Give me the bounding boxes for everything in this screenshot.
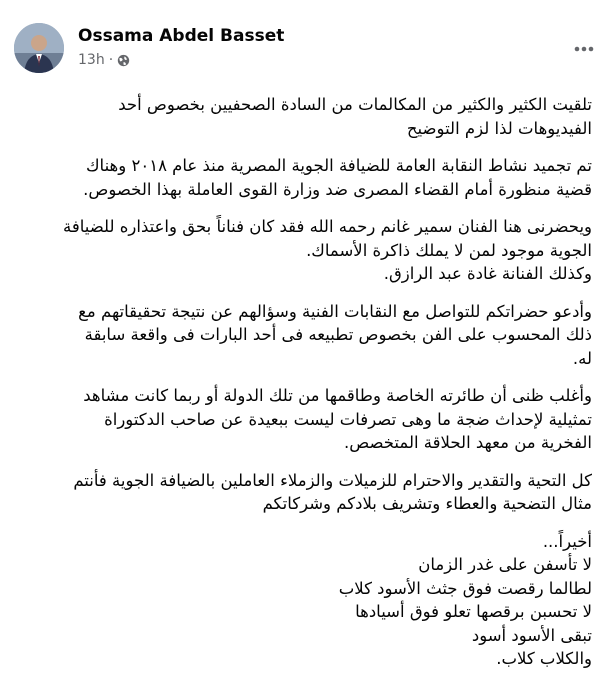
post-paragraph-3: ويحضرنى هنا الفنان سمير غانم رحمه الله فقد كان فناناً بحق واعتذاره للضيافة الجوية موجود لمن لا يملك ذاكرة الأسماك. وكذلك الفنانة غادة عبد الرازق. [62,217,592,283]
post-paragraph-4: وأدعو حضراتكم للتواصل مع النقابات الفنية وسؤالهم عن نتيجة تحقيقاتهم مع ذلك المحسوب على الفن بخصوص تطبيعه فى أحد البارات فى واقعة سابقة له. [78,301,592,368]
post-paragraph-2: تم تجميد نشاط النقابة العامة للضيافة الجوية المصرية منذ عام ٢٠١٨ وهناك قضية منظورة أمام القضاء المصرى ضد وزارة القوى العاملة بهذا الخصوص. [83,156,592,199]
meta-separator: · [108,52,114,68]
post-paragraph-5: وأغلب ظنى أن طائرته الخاصة وطاقمها من تلك الدولة أو ربما كانت مشاهد تمثيلية لإحداث ضجة ما وهى تصرفات ليست ببعيدة عن صاحب الدكتوراة الفخرية من معهد الحلاقة المتخصص. [83,386,592,452]
post-paragraph-1: تلقيت الكثير والكثير من المكالمات من السادة الصحفيين بخصوص أحد الفيديوهات لذا لزم التوضيح [118,95,592,138]
poem-line: والكلاب كلاب. [496,649,592,668]
post-time[interactable]: 13h [78,52,105,68]
post-body [18,93,592,671]
post-meta [78,52,130,68]
more-horizontal-icon[interactable] [572,37,596,61]
poem-line: تبقى الأسود أسود [471,625,592,645]
globe-icon[interactable] [117,54,130,67]
avatar-icon [14,23,64,73]
poem-line: أخيراً... [542,531,592,551]
poem-line: لطالما رقصت فوق جثث الأسود كلاب [338,578,592,598]
post-poem [18,530,592,671]
poem-line: لا تحسبن برقصها تعلو فوق أسيادها [355,602,592,621]
poem-line: لا تأسفن على غدر الزمان [418,555,592,574]
post-header [14,23,596,75]
post-paragraph-6: كل التحية والتقدير والاحترام للزميلات والزملاء العاملين بالضيافة الجوية فأنتم مثال التضحية والعطاء وتشريف بلادكم وشركاتكم [73,470,592,513]
author-name[interactable]: Ossama Abdel Basset [78,26,285,46]
author-avatar[interactable] [14,23,64,73]
